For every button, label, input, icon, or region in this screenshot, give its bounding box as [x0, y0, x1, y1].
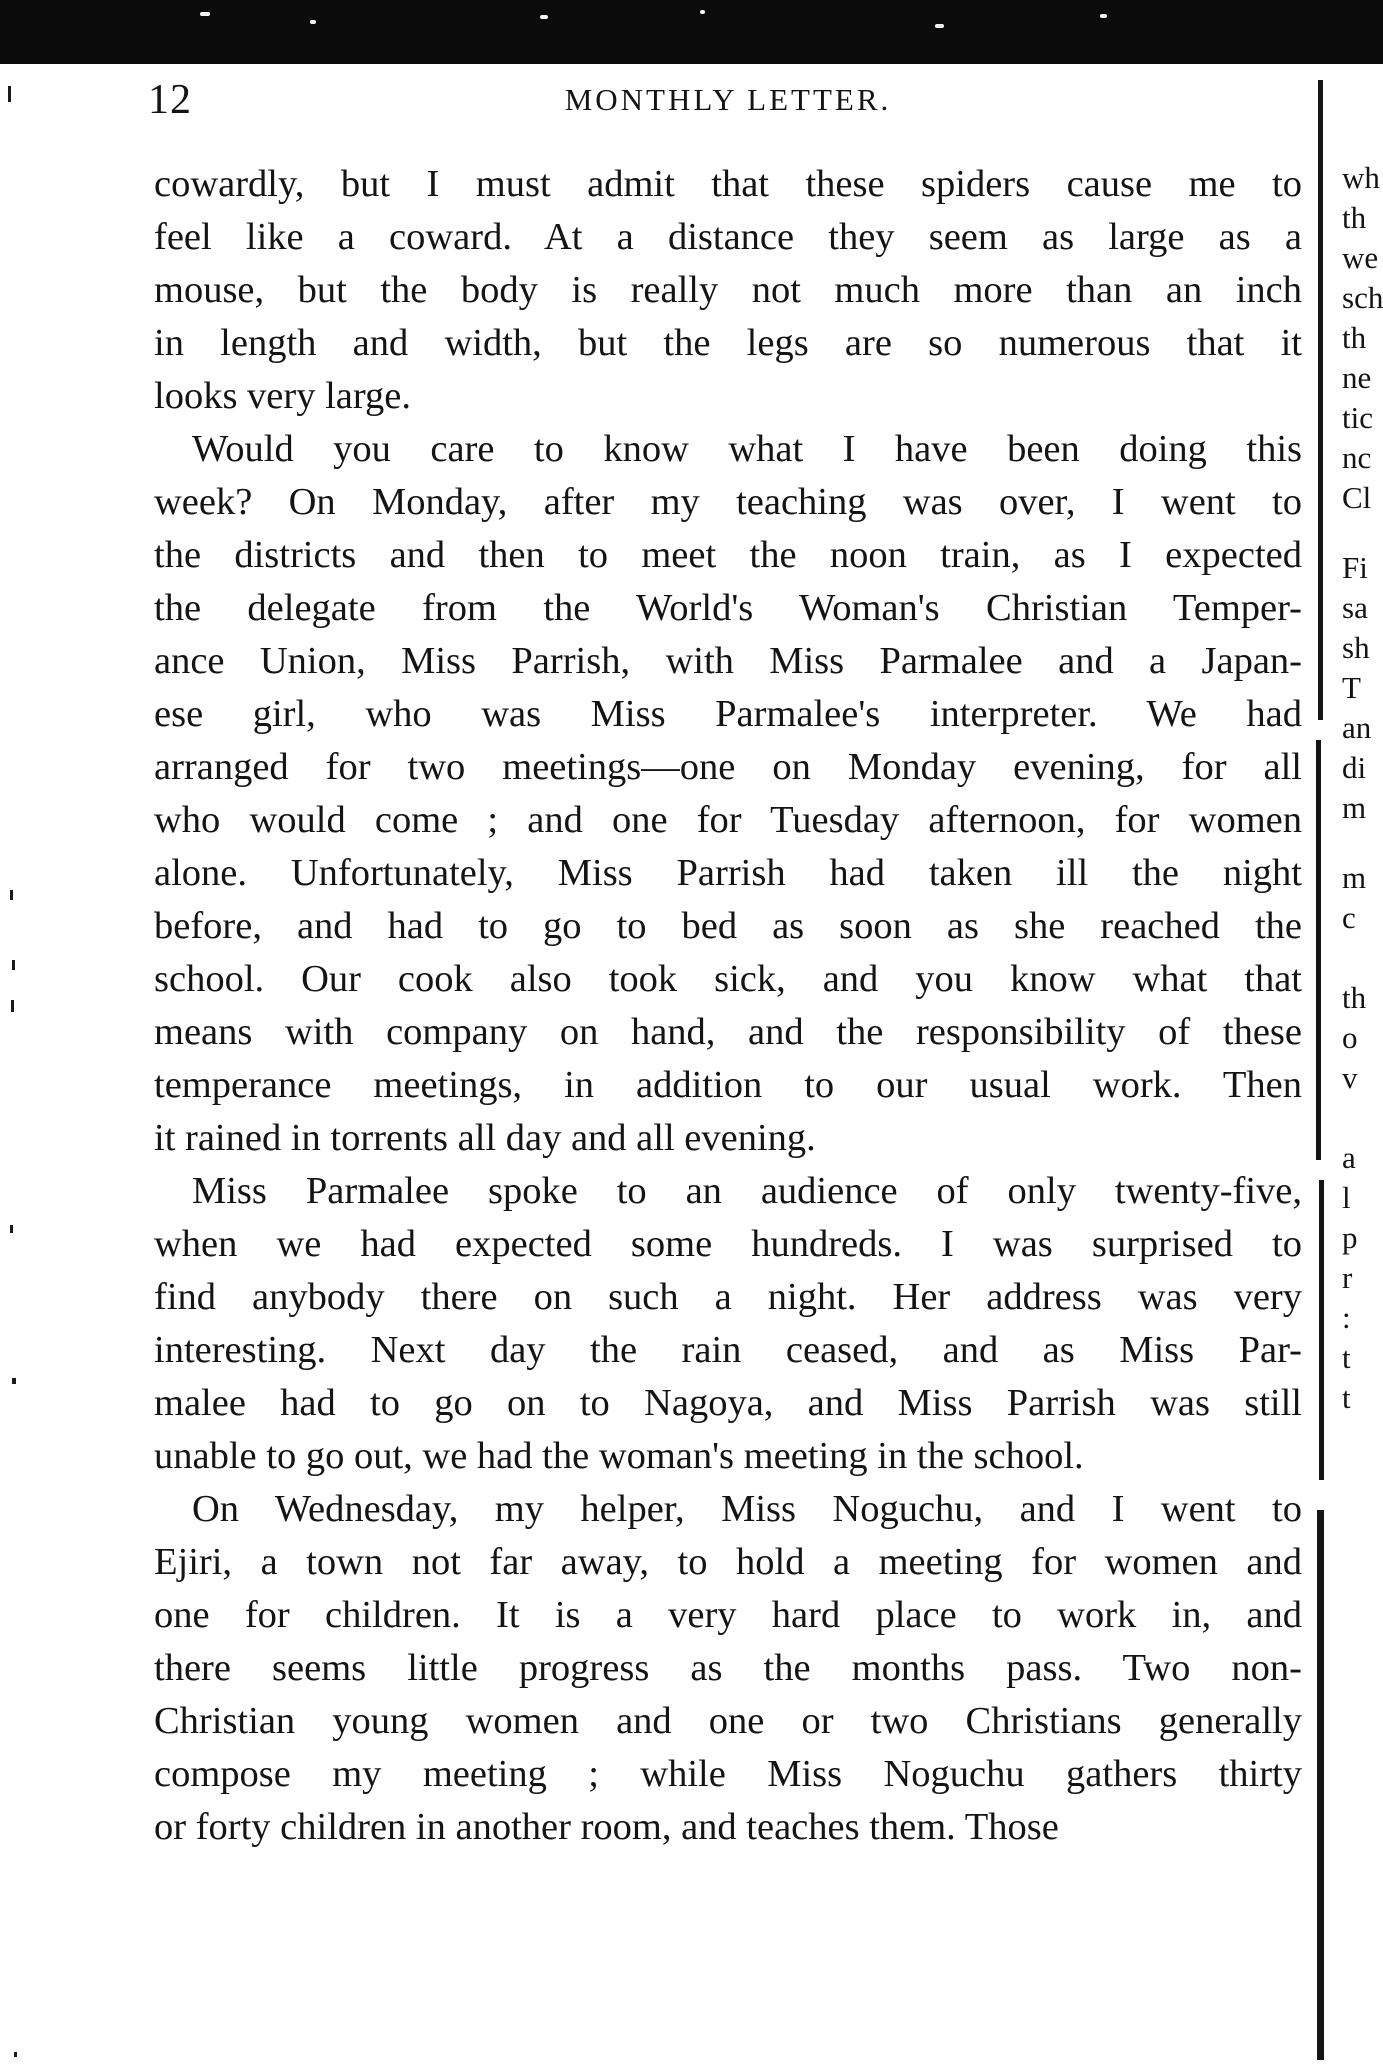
gutter-rule — [1316, 740, 1321, 1160]
text-line: ese girl, who was Miss Parmalee's interpreter. We had — [154, 693, 1302, 735]
text-line: mouse, but the body is really not much more than an inch — [154, 269, 1302, 311]
text-line: alone. Unfortunately, Miss Parrish had taken ill the night — [154, 852, 1302, 894]
text-line: the districts and then to meet the noon train, as I expected — [154, 534, 1302, 576]
scan-speck — [935, 24, 944, 28]
margin-mark — [12, 960, 15, 970]
facing-page-fragment: sch — [1342, 280, 1383, 315]
text-line: unable to go out, we had the woman's meeting in the school. — [154, 1435, 1084, 1477]
text-line: find anybody there on such a night. Her address was very — [154, 1276, 1302, 1318]
margin-mark — [10, 1225, 13, 1233]
facing-page-fragment: th — [1342, 320, 1367, 355]
facing-page-fragment: ne — [1342, 360, 1372, 395]
text-line: ance Union, Miss Parrish, with Miss Parmalee and a Japan- — [154, 640, 1302, 682]
gutter-shadow — [1310, 80, 1332, 2060]
text-line: looks very large. — [154, 375, 411, 417]
text-line: arranged for two meetings—one on Monday evening, for all — [154, 746, 1302, 788]
text-line: before, and had to go to bed as soon as she reached the — [154, 905, 1302, 947]
facing-page-fragment: th — [1342, 980, 1367, 1015]
facing-page-fragment: wh — [1342, 160, 1380, 195]
facing-page-fragment: t — [1342, 1340, 1351, 1375]
text-line: Would you care to know what I have been doing this — [192, 428, 1302, 470]
text-line: in length and width, but the legs are so numerous that it — [154, 322, 1302, 364]
text-line: who would come ; and one for Tuesday afternoon, for women — [154, 799, 1302, 841]
running-title: MONTHLY LETTER. — [564, 82, 892, 117]
text-line: school. Our cook also took sick, and you know what that — [154, 958, 1302, 1000]
facing-page-fragment: sh — [1342, 630, 1370, 665]
facing-page-fragment: tic — [1342, 400, 1373, 435]
text-line: means with company on hand, and the responsibility of these — [154, 1011, 1302, 1053]
margin-mark — [8, 86, 11, 102]
margin-mark — [12, 1378, 16, 1384]
facing-page-fragment: nc — [1342, 440, 1372, 475]
facing-page-fragment: : — [1342, 1300, 1351, 1335]
scan-speck — [540, 15, 548, 19]
facing-page-fragment: an — [1342, 710, 1372, 745]
scan-top-edge — [0, 0, 1383, 64]
facing-page-fragment: o — [1342, 1020, 1358, 1055]
text-line: or forty children in another room, and teaches them. Those — [154, 1806, 1059, 1848]
gutter-rule — [1319, 1180, 1324, 1480]
text-line: Christian young women and one or two Christians generally — [154, 1700, 1302, 1742]
facing-page-fragment: l — [1342, 1180, 1351, 1215]
facing-page-fragment: a — [1342, 1140, 1356, 1175]
facing-page-fragment: m — [1342, 790, 1367, 825]
margin-mark — [10, 890, 13, 900]
facing-page-fragment: we — [1342, 240, 1379, 275]
text-line: week? On Monday, after my teaching was over, I went to — [154, 481, 1302, 523]
text-line: cowardly, but I must admit that these spiders cause me to — [154, 163, 1302, 205]
text-line: Miss Parmalee spoke to an audience of only twenty-five, — [192, 1170, 1302, 1212]
margin-mark — [11, 1000, 14, 1012]
page-header — [148, 72, 1308, 142]
margin-mark — [14, 2052, 17, 2057]
scan-speck — [200, 12, 210, 16]
gutter-rule — [1318, 80, 1323, 720]
text-line: there seems little progress as the months pass. Two non- — [154, 1647, 1302, 1689]
facing-page-fragment: c — [1342, 900, 1356, 935]
text-line: interesting. Next day the rain ceased, and as Miss Par- — [154, 1329, 1302, 1371]
gutter-rule — [1317, 1510, 1324, 2060]
facing-page-fragment: di — [1342, 750, 1367, 785]
facing-page-fragment: v — [1342, 1060, 1358, 1095]
facing-page-fragment: T — [1342, 670, 1361, 705]
facing-page-fragment: Fi — [1342, 550, 1368, 585]
body-text — [154, 158, 1302, 1854]
text-line: one for children. It is a very hard place to work in, and — [154, 1594, 1302, 1636]
text-line: temperance meetings, in addition to our usual work. Then — [154, 1064, 1302, 1106]
page-number: 12 — [148, 77, 192, 123]
text-line: it rained in torrents all day and all evening. — [154, 1117, 816, 1159]
facing-page-fragment: sa — [1342, 590, 1368, 625]
text-line: Ejiri, a town not far away, to hold a meeting for women and — [154, 1541, 1302, 1583]
facing-page-fragment: r — [1342, 1260, 1353, 1295]
scan-speck — [1100, 14, 1107, 18]
text-line: the delegate from the World's Woman's Christian Temper- — [154, 587, 1302, 629]
scan-speck — [310, 20, 316, 24]
text-line: when we had expected some hundreds. I was surprised to — [154, 1223, 1302, 1265]
facing-page-fragment: m — [1342, 860, 1367, 895]
text-line: feel like a coward. At a distance they seem as large as a — [154, 216, 1302, 258]
facing-page-fragment: th — [1342, 200, 1367, 235]
text-line: malee had to go on to Nagoya, and Miss Parrish was still — [154, 1382, 1302, 1424]
facing-page-fragment: p — [1342, 1220, 1358, 1255]
text-line: On Wednesday, my helper, Miss Noguchu, and I went to — [192, 1488, 1302, 1530]
facing-page-fragment: t — [1342, 1380, 1351, 1415]
scan-speck — [700, 10, 705, 14]
text-line: compose my meeting ; while Miss Noguchu gathers thirty — [154, 1753, 1302, 1795]
facing-page-fragment: Cl — [1342, 480, 1372, 515]
